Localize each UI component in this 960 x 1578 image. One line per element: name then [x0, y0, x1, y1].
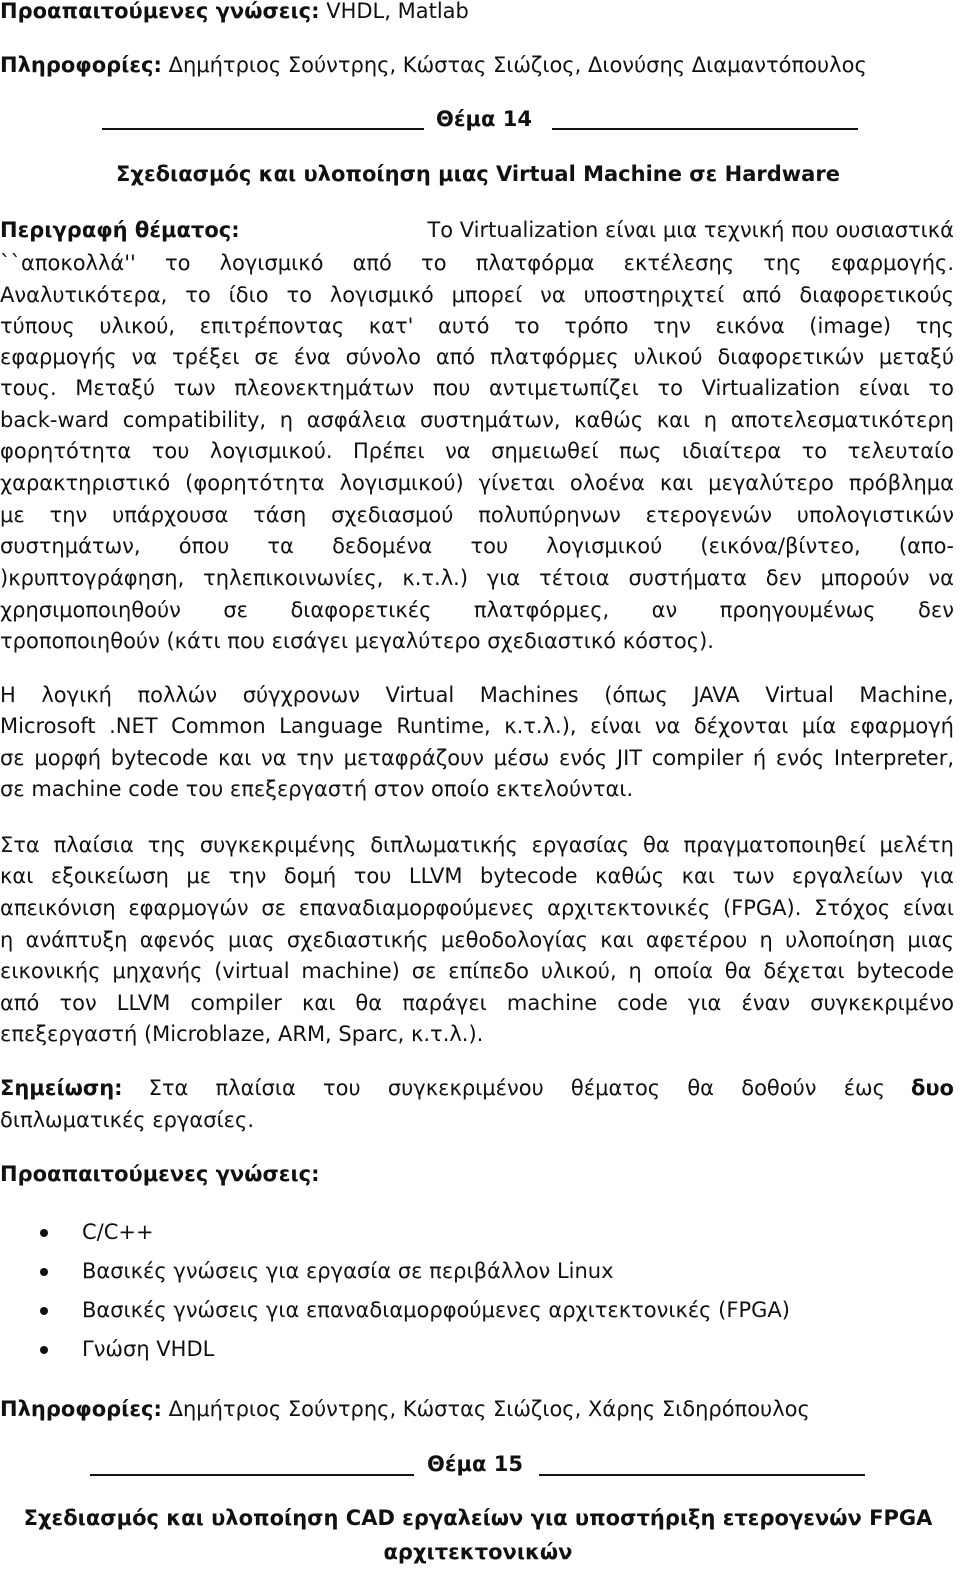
topic-15-title-line-2: αρχιτεκτονικών — [383, 1540, 573, 1564]
paragraph-3-line: η ανάπτυξη αφενός μιας σχεδιαστικής μεθοδολογίας και αφετέρου η υλοποίηση μιας — [0, 928, 954, 952]
prereq-item: Βασικές γνώσεις για επαναδιαμορφούμενες αρχιτεκτονικές (FPGA) — [82, 1298, 790, 1322]
description-line: ``αποκολλά'' το λογισμικό από το πλατφόρμα εκτέλεσης της εφαρμογής. — [0, 251, 954, 275]
description-line: χαρακτηριστικό (φορητότητα λογισμικού) γίνεται ολοένα και μεγαλύτερο πρόβλημα — [0, 471, 954, 495]
paragraph-3-line: επεξεργαστή (Microblaze, ARM, Sparc, κ.τ.λ.). — [0, 1022, 484, 1046]
bullet-dot — [40, 1268, 48, 1276]
description-line: τύπους υλικού, επιτρέποντας κατ' αυτό το τρόπο την εικόνα (image) της — [0, 314, 954, 338]
prereq-item: C/C++ — [82, 1220, 154, 1244]
paragraph-3-line: από τον LLVM compiler και θα παράγει machine code για έναν συγκεκριμένο — [0, 991, 954, 1015]
prereq-line-top — [0, 0, 469, 26]
bullet-dot — [40, 1307, 48, 1315]
description-line: Αναλυτικότερα, το ίδιο το λογισμικό μπορεί να υποστηριχτεί από διαφορετικούς — [0, 283, 954, 307]
info-label: Πληροφορίες: — [0, 1397, 162, 1421]
paragraph-2-line: σε μορφή bytecode και να την μεταφράζουν μέσω ενός JIT compiler ή ενός Interpreter, — [0, 746, 954, 770]
bullet-dot — [40, 1346, 48, 1354]
description-label: Περιγραφή θέματος: — [0, 218, 240, 242]
heading-rule-right — [552, 128, 858, 130]
paragraph-2-line: σε machine code του επεξεργαστή στον οποίο εκτελούνται. — [0, 777, 634, 801]
paragraph-3-line: και εξοικείωση με την δομή του LLVM bytecode καθώς και των εργαλείων για — [0, 864, 954, 888]
paragraph-2-line: Microsoft .NET Common Language Runtime, κ.τ.λ.), είναι να δέχονται μία εφαρμογή — [0, 714, 954, 738]
note-text: Στα πλαίσια του συγκεκριμένου θέματος θα δοθούν έως — [148, 1076, 885, 1100]
paragraph-3-line: απεικόνιση εφαρμογών σε επαναδιαμορφούμενες αρχιτεκτονικές (FPGA). Στόχος είναι — [0, 896, 954, 920]
prereq-item: Βασικές γνώσεις για εργασία σε περιβάλλον Linux — [82, 1259, 614, 1283]
info-line-top — [0, 50, 867, 80]
heading-rule-left — [90, 1474, 414, 1476]
description-line: Το Virtualization είναι μια τεχνική που ουσιαστικά — [427, 218, 954, 242]
topic-15-title-line-1: Σχεδιασμός και υλοποίηση CAD εργαλείων για υποστήριξη ετερογενών FPGA — [23, 1506, 933, 1530]
prereq-value: VHDL, Matlab — [326, 0, 469, 23]
description-line: με την υπάρχουσα τάση σχεδιασμού πολυπύρηνων ετερογενών υπολογιστικών — [0, 503, 954, 527]
note-line-2: διπλωματικές εργασίες. — [0, 1108, 255, 1132]
note-bold: δυο — [910, 1076, 954, 1100]
note-label: Σημείωση: — [0, 1076, 123, 1100]
info-value: Δημήτριος Σούντρης, Κώστας Σιώζιος, Χάρης Σιδηρόπουλος — [168, 1397, 810, 1421]
description-line: τροποποιηθούν (κάτι που εισάγει μεγαλύτερο σχεδιαστικό κόστος). — [0, 629, 714, 653]
bullet-dot — [40, 1229, 48, 1237]
topic-15-number: Θέμα 15 — [427, 1452, 523, 1476]
prereq-item: Γνώση VHDL — [82, 1337, 215, 1361]
description-line: φορητότητα του λογισμικού. Πρέπει να σημειωθεί πως ιδιαίτερα το τελευταίο — [0, 439, 954, 463]
paragraph-3-line: εικονικής μηχανής (virtual machine) σε επίπεδο υλικού, η οποία θα δέχεται bytecode — [0, 959, 954, 983]
description-line: εφαρμογής να τρέξει σε ένα σύνολο από πλατφόρμες υλικού διαφορετικών μεταξύ — [0, 345, 954, 369]
description-first-line — [0, 215, 954, 245]
topic-14-title: Σχεδιασμός και υλοποίηση μιας Virtual Machine σε Hardware — [116, 162, 840, 186]
description-line: συστημάτων, όπου τα δεδομένα του λογισμικού (εικόνα/βίντεο, (απο- — [0, 534, 954, 558]
paragraph-2-line: Η λογική πολλών σύγχρονων Virtual Machines (όπως JAVA Virtual Machine, — [0, 683, 954, 707]
paragraph-3-line: Στα πλαίσια της συγκεκριμένης διπλωματικής εργασίας θα πραγματοποιηθεί μελέτη — [0, 833, 954, 857]
description-line: back-ward compatibility, η ασφάλεια συστημάτων, καθώς και η αποτελεσματικότερη — [0, 408, 954, 432]
note-line — [0, 1073, 954, 1103]
topic-14-number: Θέμα 14 — [436, 107, 532, 131]
info-line-14 — [0, 1394, 810, 1424]
description-line: )κρυπτογράφηση, τηλεπικοινωνίες, κ.τ.λ.) για τέτοια συστήματα δεν μπορούν να — [0, 566, 954, 590]
description-line: χρησιμοποιηθούν σε διαφορετικές πλατφόρμες, αν προηγουμένως δεν — [0, 598, 954, 622]
heading-rule-right — [539, 1474, 865, 1476]
prereq-label-14: Προαπαιτούμενες γνώσεις: — [0, 1162, 320, 1186]
info-label: Πληροφορίες: — [0, 53, 162, 77]
info-value: Δημήτριος Σούντρης, Κώστας Σιώζιος, Διονύσης Διαμαντόπουλος — [168, 53, 867, 77]
prereq-label: Προαπαιτούμενες γνώσεις: — [0, 0, 320, 23]
description-line: τους. Μεταξύ των πλεονεκτημάτων που αντιμετωπίζει το Virtualization είναι το — [0, 376, 954, 400]
heading-rule-left — [102, 128, 424, 130]
